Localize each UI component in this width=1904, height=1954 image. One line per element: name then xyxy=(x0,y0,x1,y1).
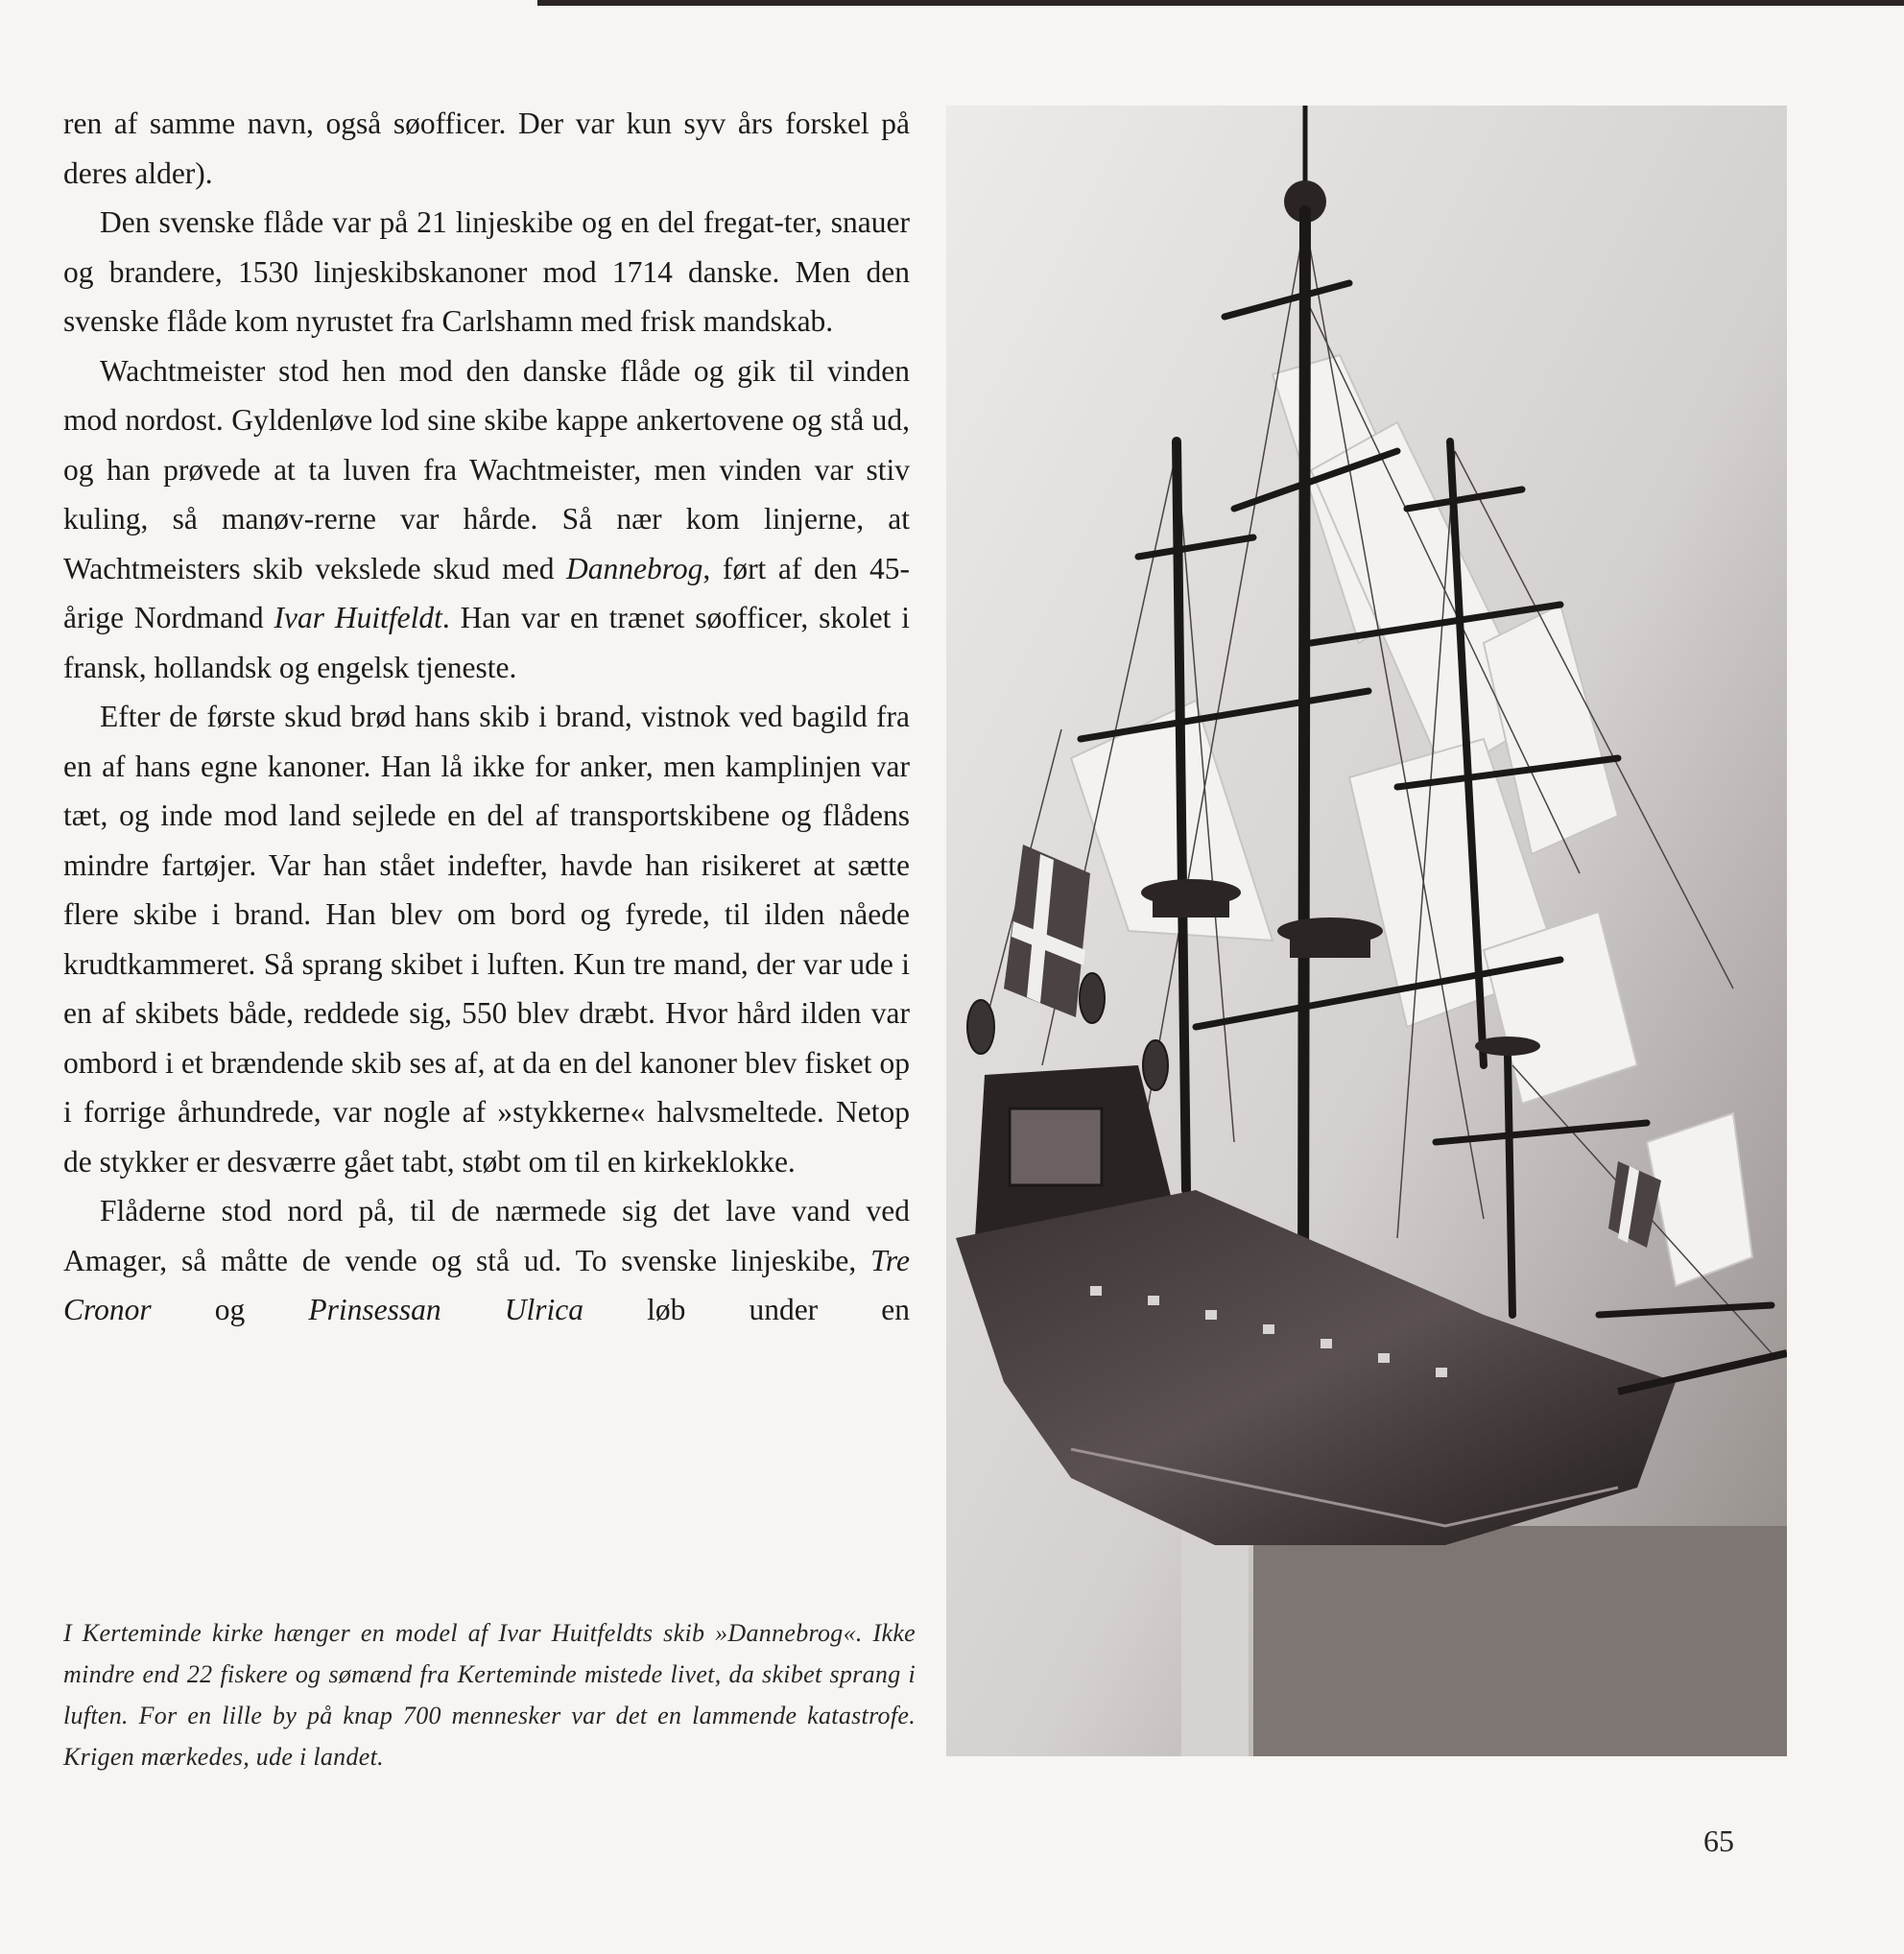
text-run: kirkeklokke. xyxy=(643,1144,796,1179)
text-run: vinden mod nordost. Gyldenløve lod sine skibe kappe xyxy=(63,353,910,437)
paragraph xyxy=(63,692,910,1186)
text-run: Wachtmeister, men vinden var stiv kuling, så manøv- xyxy=(63,452,910,536)
text-run: forskel på deres alder). xyxy=(63,107,911,190)
text-run: løb under en xyxy=(583,1293,911,1326)
text-run: Flåderne stod nord på, til de nærmede sig det lave vand xyxy=(100,1194,851,1227)
text-run: brand. Han blev om bord og fyrede, til ilden nåede xyxy=(234,897,910,931)
top-border-rule xyxy=(537,0,1904,6)
text-run: ved Amager, så måtte de vende og stå ud. To svenske xyxy=(63,1194,911,1277)
text-run: bagild fra en af hans egne kanoner. Han lå ikke for anker, xyxy=(63,700,911,783)
stern-carving xyxy=(1010,1108,1102,1185)
text-run: ankertovene og stå ud, og han prøvede at ta luven fra xyxy=(63,403,910,487)
text-run: Efter de første skud brød hans skib i brand, vistnok ved xyxy=(100,700,783,733)
page-number: 65 xyxy=(1703,1823,1734,1858)
italic-name: Ivar Huitfeldt xyxy=(274,601,442,634)
text-run: ter, snauer og brandere, 1530 linjeskibskanoner mod xyxy=(63,205,910,289)
paragraph xyxy=(63,346,910,693)
ship-model-illustration xyxy=(946,106,1787,1756)
text-run: århundrede, var nogle af »stykkerne« halvsmeltede. xyxy=(178,1095,824,1129)
paragraph xyxy=(63,1186,910,1335)
text-run: 1714 danske. Men den svenske flåde kom nyrustet fra xyxy=(63,254,911,338)
text-run: Den svenske flåde var på 21 linjeskibe og en del fregat- xyxy=(100,205,784,239)
text-run: men kamplinjen var tæt, og inde mod land sejlede en del xyxy=(63,749,910,832)
text-run: skolet i fransk, hollandsk og engelsk tjeneste. xyxy=(63,601,911,684)
paragraph xyxy=(63,99,910,198)
body-text xyxy=(63,99,910,1335)
text-run: ren af samme navn, også søofficer. Der var kun syv års xyxy=(63,107,774,140)
text-run: blev dræbt. Hvor hård ilden var ombord i et brændende xyxy=(63,996,911,1080)
text-run: linjeskibe, xyxy=(730,1243,871,1277)
italic-name: Tre Cronor xyxy=(63,1243,911,1326)
text-run: Wachtmeister stod hen mod den danske flåde og gik til xyxy=(100,353,815,388)
text-run: rerne var hårde. Så nær kom linjerne, at Wachtmeisters xyxy=(63,502,911,585)
text-run: , ført af den 45-årige xyxy=(63,551,910,634)
text-run: mand, der var ude i en af skibets både, reddede sig, 550 xyxy=(63,946,910,1030)
photo-caption: I Kerteminde kirke hænger en model af Ivar Huitfeldts skib »Dannebrog«. Ikke mindre end 22 fiskere og sømænd fra Kerteminde mistede livet, da skibet sprang i luften. For en lille by på knap 700 mennesker var det en lammende katastrofe. Krigen mærkedes, ude i landet. xyxy=(63,1619,916,1771)
church-wall-shadow xyxy=(1253,1526,1787,1756)
italic-name: Dannebrog xyxy=(566,551,703,585)
ship-model-photo xyxy=(946,106,1787,1756)
text-run: af transportskibene og flådens mindre fartøjer. Var han xyxy=(63,798,910,882)
text-run: og xyxy=(151,1293,309,1326)
paragraph xyxy=(63,198,910,346)
text-run: Carlshamn med frisk mandskab. xyxy=(441,304,834,338)
text-run: . Han var en trænet søofficer, xyxy=(441,601,809,634)
text-run: Nordmand xyxy=(133,601,274,634)
text-run: krudtkammeret. Så sprang skibet i luften. Kun tre xyxy=(63,946,666,981)
text-run: skib vekslede skud med xyxy=(252,551,567,585)
text-run: stået indefter, havde han risikeret at sætte flere skibe i xyxy=(63,847,911,931)
text-run: Netop de stykker er desværre gået tabt, støbt om til en xyxy=(63,1095,911,1179)
italic-name: Prinsessan Ulrica xyxy=(308,1293,583,1326)
text-run: skib ses af, at da en del kanoner blev fisket op i forrige xyxy=(63,1045,910,1129)
